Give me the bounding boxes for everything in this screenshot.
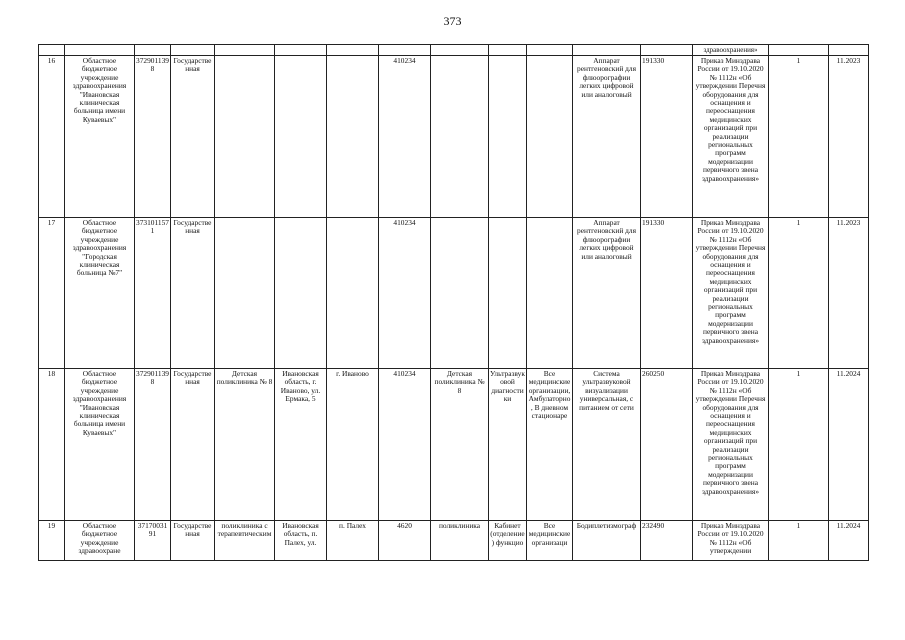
cell-subdivision: поликлиника xyxy=(431,521,489,561)
page-number: 373 xyxy=(443,14,462,28)
cell-num: 17 xyxy=(39,218,65,369)
cell-form: Государственная xyxy=(171,218,215,369)
table-row xyxy=(39,521,869,561)
cell-num: 19 xyxy=(39,521,65,561)
cell-qty: 1 xyxy=(769,218,829,369)
cell-date: 11.2024 xyxy=(829,521,869,561)
table-row xyxy=(39,56,869,218)
cell-profile xyxy=(527,56,573,218)
cell-division: Детская поликлиника № 8 xyxy=(215,369,275,521)
cell-qty: 1 xyxy=(769,56,829,218)
cell-qty: 1 xyxy=(769,521,829,561)
cell-equipment: Бодиплетизмограф xyxy=(573,521,641,561)
cell-locality xyxy=(327,218,379,369)
cell-profile: Все медицинские организации, Амбулаторно, В дневном стационаре xyxy=(527,369,573,521)
cell-address xyxy=(275,218,327,369)
cell-okato: 410234 xyxy=(379,369,431,521)
cell-form: Государственная xyxy=(171,521,215,561)
registry-table-container xyxy=(38,44,868,561)
cell-subdivision xyxy=(431,56,489,218)
cell-org: Областное бюджетное учреждение здравоохранения "Ивановская клиническая больница имени Куваевых" xyxy=(65,369,135,521)
cell-basis: Приказ Минздрава России от 19.10.2020 № 1112н «Об утверждении Перечня оборудования для оснащения и переоснащения медицинских организаций при реализации региональных программ модернизации первичного звена здравоохранения» xyxy=(693,218,769,369)
cell-date: 11.2023 xyxy=(829,56,869,218)
cell-address xyxy=(275,56,327,218)
cell-code: 260250 xyxy=(641,369,693,521)
cell-cabinet xyxy=(489,218,527,369)
cell-basis: Приказ Минздрава России от 19.10.2020 № 1112н «Об утверждении xyxy=(693,521,769,561)
cell-cabinet: Кабинет (отделение) функцио xyxy=(489,521,527,561)
cell-division: поликлиника с терапевтическим xyxy=(215,521,275,561)
cell-okato: 4620 xyxy=(379,521,431,561)
cell-cabinet: Ультразвуковой диагностики xyxy=(489,369,527,521)
cell-date: 11.2023 xyxy=(829,218,869,369)
cell-qty: 1 xyxy=(769,369,829,521)
cell-inn: 3717003191 xyxy=(135,521,171,561)
cell-locality: г. Иваново xyxy=(327,369,379,521)
cell-org: Областное бюджетное учреждение здравоохранения "Городская клиническая больница №7" xyxy=(65,218,135,369)
cell-inn: 3729011398 xyxy=(135,369,171,521)
cell-address: Ивановская область, г. Иваново, ул. Ермака, 5 xyxy=(275,369,327,521)
cell-basis: Приказ Минздрава России от 19.10.2020 № 1112н «Об утверждении Перечня оборудования для оснащения и переоснащения медицинских организаций при реализации региональных программ модернизации первичного звена здравоохранения» xyxy=(693,56,769,218)
cell-okato: 410234 xyxy=(379,56,431,218)
cell-equipment: Аппарат рентгеновский для флюорографии легких цифровой или аналоговый xyxy=(573,218,641,369)
cell-code: 191330 xyxy=(641,56,693,218)
cell-okato: 410234 xyxy=(379,218,431,369)
cell-profile xyxy=(527,218,573,369)
cell-num: 18 xyxy=(39,369,65,521)
cell-division xyxy=(215,218,275,369)
cell-equipment: Аппарат рентгеновский для флюорографии легких цифровой или аналоговый xyxy=(573,56,641,218)
cell-locality: п. Палех xyxy=(327,521,379,561)
cell-code: 232490 xyxy=(641,521,693,561)
table-row xyxy=(39,369,869,521)
cell-org: Областное бюджетное учреждение здравоохранения "Ивановская клиническая больница имени Куваевых" xyxy=(65,56,135,218)
table-row xyxy=(39,218,869,369)
registry-table xyxy=(38,44,869,561)
cell-date: 11.2024 xyxy=(829,369,869,521)
cell-inn: 3729011398 xyxy=(135,56,171,218)
cell-subdivision xyxy=(431,218,489,369)
cell-address: Ивановская область, п. Палех, ул. xyxy=(275,521,327,561)
carry-over-text: здравоохранения» xyxy=(693,45,769,56)
cell-org: Областное бюджетное учреждение здравоохране xyxy=(65,521,135,561)
cell-cabinet xyxy=(489,56,527,218)
cell-form: Государственная xyxy=(171,56,215,218)
cell-equipment: Система ультразвуковой визуализации универсальная, с питанием от сети xyxy=(573,369,641,521)
cell-form: Государственная xyxy=(171,369,215,521)
cell-code: 191330 xyxy=(641,218,693,369)
cell-inn: 3731011571 xyxy=(135,218,171,369)
carry-over-row xyxy=(39,45,869,56)
cell-profile: Все медицинские организаци xyxy=(527,521,573,561)
cell-locality xyxy=(327,56,379,218)
cell-basis: Приказ Минздрава России от 19.10.2020 № 1112н «Об утверждении Перечня оборудования для оснащения и переоснащения медицинских организаций при реализации региональных программ модернизации первичного звена здравоохранения» xyxy=(693,369,769,521)
cell-subdivision: Детская поликлиника № 8 xyxy=(431,369,489,521)
cell-division xyxy=(215,56,275,218)
cell-num: 16 xyxy=(39,56,65,218)
